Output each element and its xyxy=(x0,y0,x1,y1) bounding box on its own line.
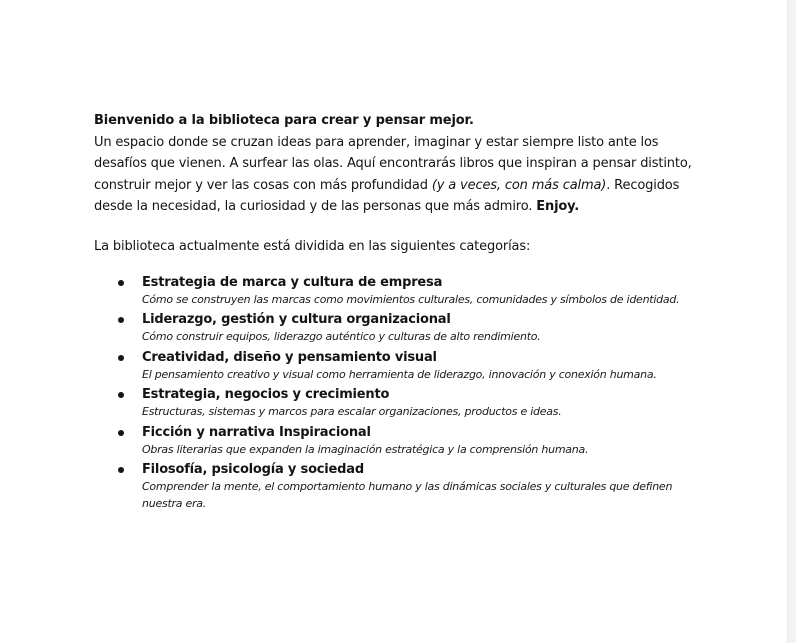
categories-lead: La biblioteca actualmente está dividida en las siguientes categorías: xyxy=(94,238,531,254)
bullet-icon xyxy=(118,430,124,436)
category-title: Ficción y narrativa Inspiracional xyxy=(142,424,371,440)
category-description: Cómo se construyen las marcas como movimientos culturales, comunidades y símbolos de identidad. xyxy=(142,292,680,306)
category-description: El pensamiento creativo y visual como herramienta de liderazgo, innovación y conexión humana. xyxy=(142,367,657,381)
intro-text: Un espacio donde se cruzan ideas para aprender, imaginar y estar siempre listo ante los desafíos que vienen. A surfear las olas. Aquí encontrarás libros que inspiran a pensar distinto, construir mejor y ver las cosas con más profundidad xyxy=(94,134,692,193)
document-body xyxy=(94,110,694,515)
category-title: Filosofía, psicología y sociedad xyxy=(142,462,364,477)
category-title: Creatividad, diseño y pensamiento visual xyxy=(142,349,437,365)
bullet-icon xyxy=(118,392,124,398)
category-description: Estructuras, sistemas y marcos para escalar organizaciones, productos e ideas. xyxy=(142,405,562,418)
bullet-icon xyxy=(118,467,124,473)
category-description: Cómo construir equipos, liderazgo auténtico y culturas de alto rendimiento. xyxy=(142,330,541,343)
list-item xyxy=(94,311,694,346)
bullet-icon xyxy=(118,280,124,286)
list-item xyxy=(94,386,694,421)
category-title: Liderazgo, gestión y cultura organizacional xyxy=(142,312,451,327)
scrollbar[interactable] xyxy=(787,0,796,643)
list-item xyxy=(94,424,694,459)
category-list xyxy=(94,274,694,513)
list-item xyxy=(94,349,694,384)
bullet-icon xyxy=(118,317,124,323)
intro-text-after: . Recogidos desde la necesidad, la curiosidad y de las personas que más admiro. xyxy=(94,177,680,214)
category-title: Estrategia de marca y cultura de empresa xyxy=(142,274,443,290)
intro-closing: Enjoy. xyxy=(536,199,580,214)
intro-title: Bienvenido a la biblioteca para crear y pensar mejor. xyxy=(94,113,474,128)
intro-italic-aside: (y a veces, con más calma) xyxy=(431,177,607,193)
category-description: Comprender la mente, el comportamiento humano y las dinámicas sociales y culturales que definen nuestra era. xyxy=(142,480,673,510)
list-item xyxy=(94,461,694,512)
bullet-icon xyxy=(118,355,124,361)
category-title: Estrategia, negocios y crecimiento xyxy=(142,387,390,402)
list-item xyxy=(94,274,694,309)
intro-paragraph xyxy=(94,110,694,218)
category-description: Obras literarias que expanden la imaginación estratégica y la comprensión humana. xyxy=(142,442,589,456)
